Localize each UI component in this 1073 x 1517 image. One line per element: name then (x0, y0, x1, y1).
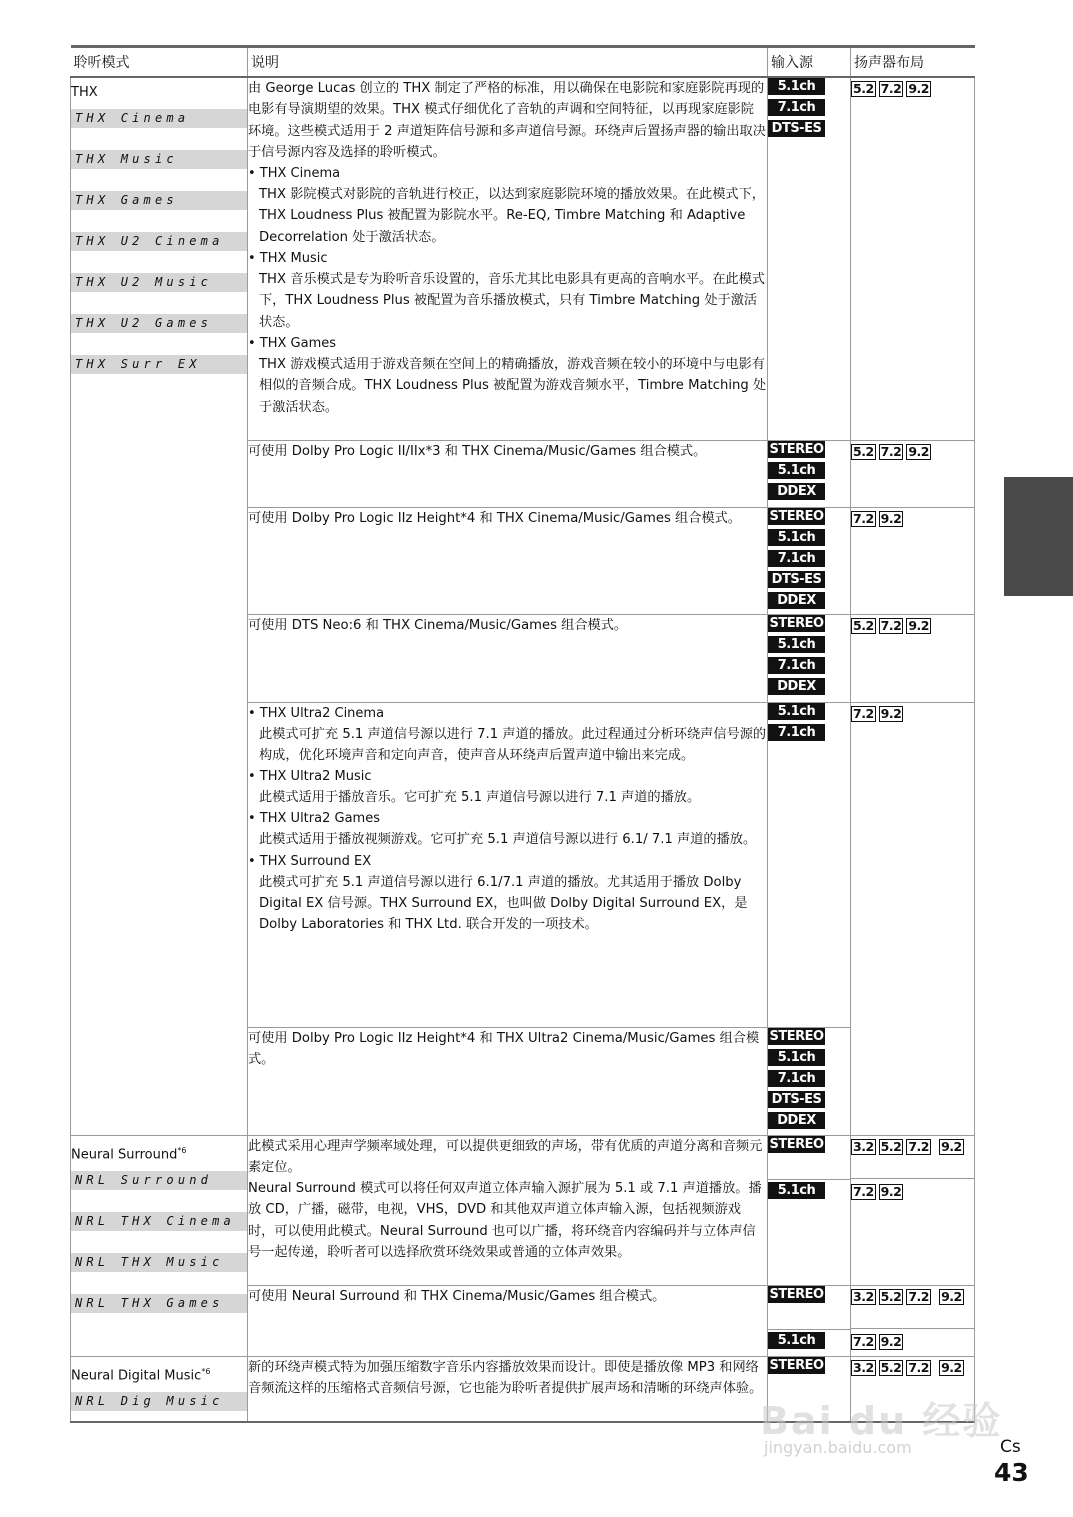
header-speaker-layout: 扬声器布局 (851, 47, 975, 78)
badge-dts-es: DTS-ES (768, 1091, 825, 1108)
layout-7-2: 7.2 (880, 81, 902, 96)
input-source-cell (768, 440, 851, 507)
layout-group (851, 1286, 974, 1328)
badge-5-1ch: 5.1ch (768, 462, 825, 479)
badge-dd-ex: DDEX (768, 1112, 825, 1129)
badge-dd-ex: DDEX (768, 592, 825, 609)
bullet-title: • THX Cinema (248, 166, 341, 182)
layout-9-2: 9.2 (908, 443, 929, 459)
display-name: THX Cinema (71, 109, 247, 128)
input-source-cell (768, 702, 851, 1027)
layout-7-2: 7.2 (880, 443, 902, 459)
display-name: THX U2 Games (71, 314, 247, 333)
display-name: THX Music (71, 150, 247, 169)
bullet-title: • THX Music (248, 251, 328, 267)
table-row (71, 1135, 975, 1285)
badge-5-1ch: 5.1ch (768, 1182, 825, 1199)
layout-5-2: 5.2 (880, 1359, 902, 1375)
layout-5-2: 5.2 (880, 1138, 902, 1154)
footnote-ref: *6 (201, 1366, 211, 1376)
display-name: NRL Surround (71, 1171, 247, 1190)
description-cell (248, 1135, 768, 1285)
bullet-text: THX 游戏模式适用于游戏音频在空间上的精确播放，游戏音频在较小的环境中与电影有相似的音频合成。THX Loudness Plus 被配置为游戏音频水平，Timbre Matching 处于激活状态。 (259, 356, 767, 415)
thx-intro: 由 George Lucas 创立的 THX 制定了严格的标准，用以确保在电影院和家庭影院再现的电影有导演期望的效果。THX 模式仔细优化了音轨的声调和空间特征，以再现家庭影院环境。这些模式适用于 2 声道矩阵信号源和多声道信号源。环绕声后置扬声器的输出取决于信号源内容及选择的聆听模式。 (248, 81, 766, 160)
watermark-logo: Bai du 经验 (760, 1399, 1003, 1443)
badge-5-1ch: 5.1ch (768, 1332, 825, 1349)
badge-stereo: STEREO (769, 1286, 824, 1302)
mode-cell-thx (71, 77, 248, 1135)
layout-9-2: 9.2 (880, 510, 902, 526)
badge-dts-es: DTS-ES (768, 120, 825, 137)
bullet-text: 此模式可扩充 5.1 声道信号源以进行 7.1 声道的播放。此过程通过分析环绕声信号源的构成，优化环境声音和定向声音，使声音从环绕声后置声道中输出来完成。 (259, 726, 767, 763)
sub-divider (768, 1179, 851, 1205)
badge-7-1ch: 7.1ch (768, 724, 825, 741)
layout-5-2: 5.2 (880, 1288, 902, 1304)
layout-7-2: 7.2 (853, 510, 874, 526)
table-row (71, 77, 975, 440)
description-cell: 新的环绕声模式特为加强压缩数字音乐内容播放效果而设计。即使是播放像 MP3 和网络音频流这样的压缩格式音频信号源，它也能为聆听者提供扩展声场和清晰的环绕声体验。 (248, 1356, 768, 1422)
chapter-tab-marker (1004, 477, 1073, 596)
page-number: 43 (994, 1458, 1029, 1487)
badge-dd-ex: DDEX (768, 678, 825, 695)
sub-divider (768, 1329, 851, 1355)
layout-7-2: 7.2 (853, 705, 874, 721)
display-name: THX U2 Cinema (71, 232, 247, 251)
input-source-cell (768, 614, 851, 702)
badge-5-1ch: 5.1ch (768, 703, 825, 720)
bullet-title: • THX Ultra2 Games (248, 811, 380, 827)
input-source-cell (768, 1027, 851, 1135)
layout-5-2: 5.2 (853, 443, 874, 459)
input-source-cell (768, 1285, 851, 1356)
bullet-text: 此模式适用于播放视频游戏。它可扩充 5.1 声道信号源以进行 6.1/ 7.1 声道的播放。 (259, 832, 757, 848)
speaker-layout-cell (851, 507, 975, 614)
neural-text-1: 此模式采用心理声学频率域处理，可以提供更细致的声场，带有优质的声道分离和音频元素定位。 (248, 1138, 763, 1175)
input-source-cell (768, 1135, 851, 1285)
bullet-text: THX 影院模式对影院的音轨进行校正，以达到家庭影院环境的播放效果。在此模式下，THX Loudness Plus 被配置为影院水平。Re-EQ, Timbre Matching 和 Adaptive Decorrelation 处于激活状态。 (259, 187, 765, 245)
bullet-text: 此模式可扩充 5.1 声道信号源以进行 6.1/7.1 声道的播放。尤其适用于播放 Dolby Digital EX 信号源。THX Surround EX，也叫做 Dolby Digital Surround EX，是 Dolby Laboratories 和 THX Ltd. 联合开发的一项技术。 (259, 874, 748, 933)
layout-7-2: 7.2 (908, 1138, 929, 1154)
description-cell: 可使用 DTS Neo:6 和 THX Cinema/Music/Games 组合模式。 (248, 614, 768, 702)
badge-7-1ch: 7.1ch (768, 550, 825, 567)
layout-7-2: 7.2 (908, 1288, 929, 1304)
description-cell: 可使用 Dolby Pro Logic IIz Height*4 和 THX Cinema/Music/Games 组合模式。 (248, 507, 768, 614)
bullet-title: • THX Games (248, 335, 337, 351)
layout-7-2: 7.2 (908, 1359, 929, 1375)
badge-5-1ch: 5.1ch (768, 1049, 825, 1066)
layout-7-2: 7.2 (880, 617, 902, 633)
badge-dts-es: DTS-ES (768, 571, 825, 588)
display-name: THX Games (71, 191, 247, 210)
bullet-text: 此模式适用于播放音乐。它可扩充 5.1 声道信号源以进行 7.1 声道的播放。 (259, 790, 701, 806)
layout-5-2: 5.2 (853, 617, 874, 633)
description-cell (248, 77, 768, 440)
badge-stereo: STEREO (769, 441, 824, 457)
layout-9-2: 9.2 (908, 617, 929, 633)
bullet-title: • THX Ultra2 Cinema (248, 705, 385, 721)
sub-divider (851, 1178, 975, 1202)
input-source-cell (768, 507, 851, 614)
speaker-layout-cell (851, 702, 975, 1135)
description-cell: 可使用 Dolby Pro Logic IIz Height*4 和 THX Ultra2 Cinema/Music/Games 组合模式。 (248, 1027, 768, 1135)
layout-9-2: 9.2 (880, 705, 902, 721)
header-input-source: 输入源 (768, 47, 851, 78)
mode-cell-neural-surround (71, 1135, 248, 1356)
badge-stereo: STEREO (769, 1028, 824, 1044)
display-name: THX U2 Music (71, 273, 247, 292)
mode-name-neural-digital-music (71, 1363, 247, 1384)
layout-9-2: 9.2 (880, 1183, 902, 1199)
speaker-layout-cell (851, 77, 975, 440)
layout-9-2: 9.2 (880, 1333, 902, 1349)
table-header-row (71, 47, 975, 78)
badge-stereo: STEREO (769, 615, 824, 631)
badge-stereo: STEREO (769, 1136, 824, 1152)
header-description: 说明 (248, 47, 768, 78)
description-cell (248, 702, 768, 1027)
layout-9-2: 9.2 (941, 1359, 962, 1375)
header-mode: 聆听模式 (71, 47, 248, 78)
mode-name-neural-surround (71, 1142, 247, 1163)
bullet-title: • THX Surround EX (248, 853, 372, 869)
display-name: NRL Dig Music (71, 1392, 247, 1411)
speaker-layout-cell (851, 440, 975, 507)
input-source-cell (768, 77, 851, 440)
mode-name-text: Neural Surround (71, 1146, 178, 1162)
sub-divider (851, 1328, 975, 1352)
mode-name-text: Neural Digital Music (71, 1367, 202, 1383)
speaker-layout-cell (851, 1135, 975, 1285)
neural-text-2: Neural Surround 模式可以将任何双声道立体声输入源扩展为 5.1 或 7.1 声道播放。播放 CD，广播，磁带，电视，VHS，DVD 和其他双声道立体声输入源，包括视频游戏时，可以使用此模式。Neural Surround 也可以广播，将环绕音内容编码并与立体声信号一起传递，聆听者可以选择欣赏环绕效果或普通的立体声效果。 (248, 1181, 762, 1260)
bullet-text: THX 音乐模式是专为聆听音乐设置的，音乐尤其比电影具有更高的音响水平。在此模式下，THX Loudness Plus 被配置为音乐播放模式，只有 Timbre Matching 处于激活状态。 (259, 272, 765, 330)
layout-9-2: 9.2 (941, 1288, 962, 1304)
listening-mode-table (70, 45, 975, 1423)
badge-7-1ch: 7.1ch (768, 99, 825, 116)
footnote-ref: *6 (177, 1145, 187, 1155)
layout-9-2: 9.2 (941, 1138, 962, 1154)
layout-9-2: 9.2 (908, 81, 929, 96)
speaker-layout-cell (851, 1285, 975, 1356)
display-name: NRL THX Games (71, 1294, 247, 1313)
page-language-code: Cs (1000, 1437, 1021, 1457)
bullet-title: • THX Ultra2 Music (248, 769, 372, 785)
layout-5-2: 5.2 (853, 81, 874, 96)
mode-cell-neural-digital-music (71, 1356, 248, 1422)
layout-3-2: 3.2 (853, 1138, 874, 1154)
badge-stereo: STEREO (769, 508, 824, 524)
description-cell: 可使用 Neural Surround 和 THX Cinema/Music/Games 组合模式。 (248, 1285, 768, 1356)
display-name: NRL THX Music (71, 1253, 247, 1272)
layout-7-2: 7.2 (853, 1183, 874, 1199)
badge-dd-ex: DDEX (768, 483, 825, 500)
badge-stereo: STEREO (769, 1357, 824, 1373)
badge-5-1ch: 5.1ch (768, 529, 825, 546)
speaker-layout-cell (851, 614, 975, 702)
badge-7-1ch: 7.1ch (768, 1070, 825, 1087)
display-name: NRL THX Cinema (71, 1212, 247, 1231)
badge-5-1ch: 5.1ch (768, 78, 825, 95)
badge-7-1ch: 7.1ch (768, 657, 825, 674)
badge-5-1ch: 5.1ch (768, 636, 825, 653)
layout-3-2: 3.2 (853, 1359, 874, 1375)
display-name: THX Surr EX (71, 355, 247, 374)
layout-3-2: 3.2 (853, 1288, 874, 1304)
layout-group (851, 1136, 974, 1178)
watermark-url: jingyan.baidu.com (764, 1438, 912, 1457)
mode-name-thx: THX (71, 85, 98, 100)
layout-7-2: 7.2 (853, 1333, 874, 1349)
description-cell: 可使用 Dolby Pro Logic II/IIx*3 和 THX Cinema/Music/Games 组合模式。 (248, 440, 768, 507)
